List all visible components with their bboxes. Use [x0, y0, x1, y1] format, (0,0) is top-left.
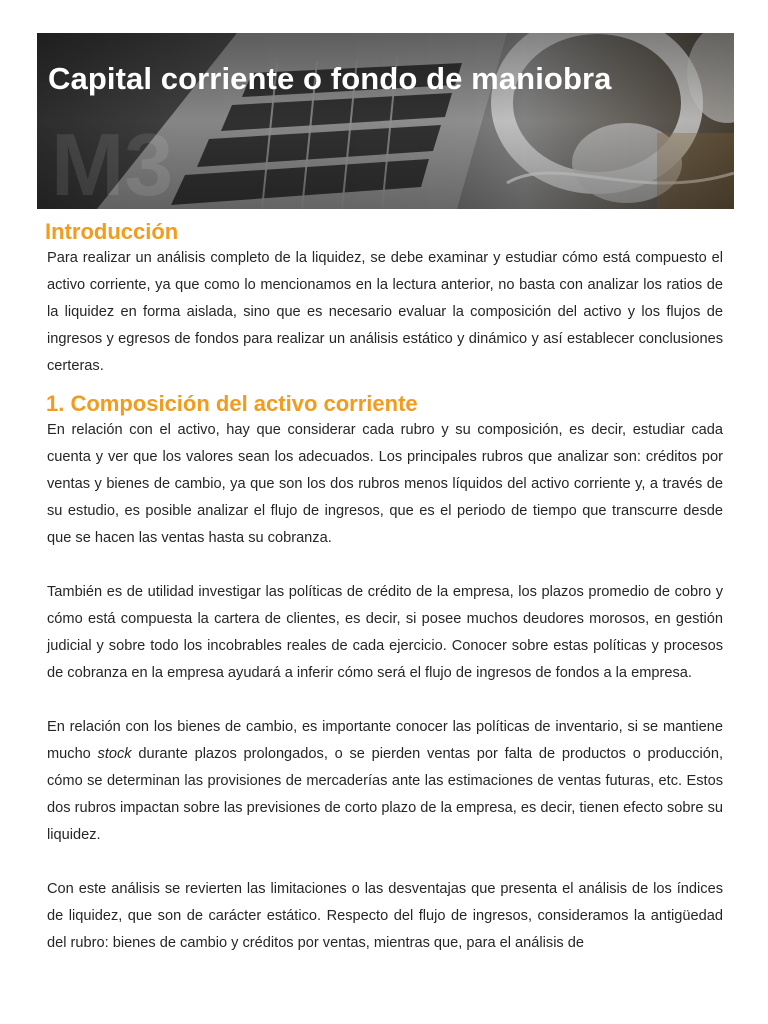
document-body [47, 216, 723, 957]
section-1-paragraph-2: También es de utilidad investigar las políticas de crédito de la empresa, los plazos promedio de cobro y cómo está compuesta la cartera de clientes, es decir, si posee muchos deudores morosos, en gestión judicial y sobre todo los incobrables reales de cada ejercicio. Conocer sobre estas políticas y procesos de cobranza en la empresa ayudará a inferir cómo será el flujo de ingresos de fondos a la empresa. [47, 584, 723, 681]
module-watermark: M3 [51, 115, 174, 209]
section-1-paragraph-4: Con este análisis se revierten las limitaciones o las desventajas que presenta el análisis de los índices de liquidez, que son de carácter estático. Respecto del flujo de ingresos, consideramos la antigüedad del rubro: bienes de cambio y créditos por ventas, mientras que, para el análisis de [47, 881, 723, 951]
stock-emphasis: stock [97, 746, 132, 762]
section-1-heading: 1. Composición del activo corriente [46, 391, 418, 416]
section-1-paragraph-1: En relación con el activo, hay que considerar cada rubro y su composición, es decir, estudiar cada cuenta y ver que los valores sean los adecuados. Los principales rubros que analizar son: créditos por ventas y bienes de cambio, ya que son los dos rubros menos líquidos del activo corriente y, a través de su estudio, es posible analizar el flujo de ingresos, que es el periodo de tiempo que transcurre desde que se hacen las ventas hasta su cobranza. [47, 422, 723, 546]
paragraph-3-text-before: En relación con los bienes de cambio, es importante conocer las políticas de inventario, si se mantiene mucho [47, 719, 723, 762]
intro-heading: Introducción [45, 219, 179, 244]
header-banner [37, 33, 734, 209]
page-title: Capital corriente o fondo de maniobra [48, 61, 612, 96]
paragraph-3-text-after: durante plazos prolongados, o se pierden ventas por falta de productos o producción, cómo se determinan las provisiones de mercaderías ante las estimaciones de ventas futuras, etc. Estos dos rubros impactan sobre las previsiones de corto plazo de la empresa, es decir, tienen efecto sobre su liquidez. [47, 746, 723, 843]
section-1-paragraph-3 [47, 714, 723, 849]
intro-paragraph: Para realizar un análisis completo de la liquidez, se debe examinar y estudiar cómo está compuesto el activo corriente, ya que como lo mencionamos en la lectura anterior, no basta con analizar los ratios de la liquidez en forma aislada, sino que es necesario evaluar la composición del activo y los flujos de ingresos y egresos de fondos para realizar un análisis estático y dinámico y así establecer conclusiones certeras. [47, 250, 723, 374]
